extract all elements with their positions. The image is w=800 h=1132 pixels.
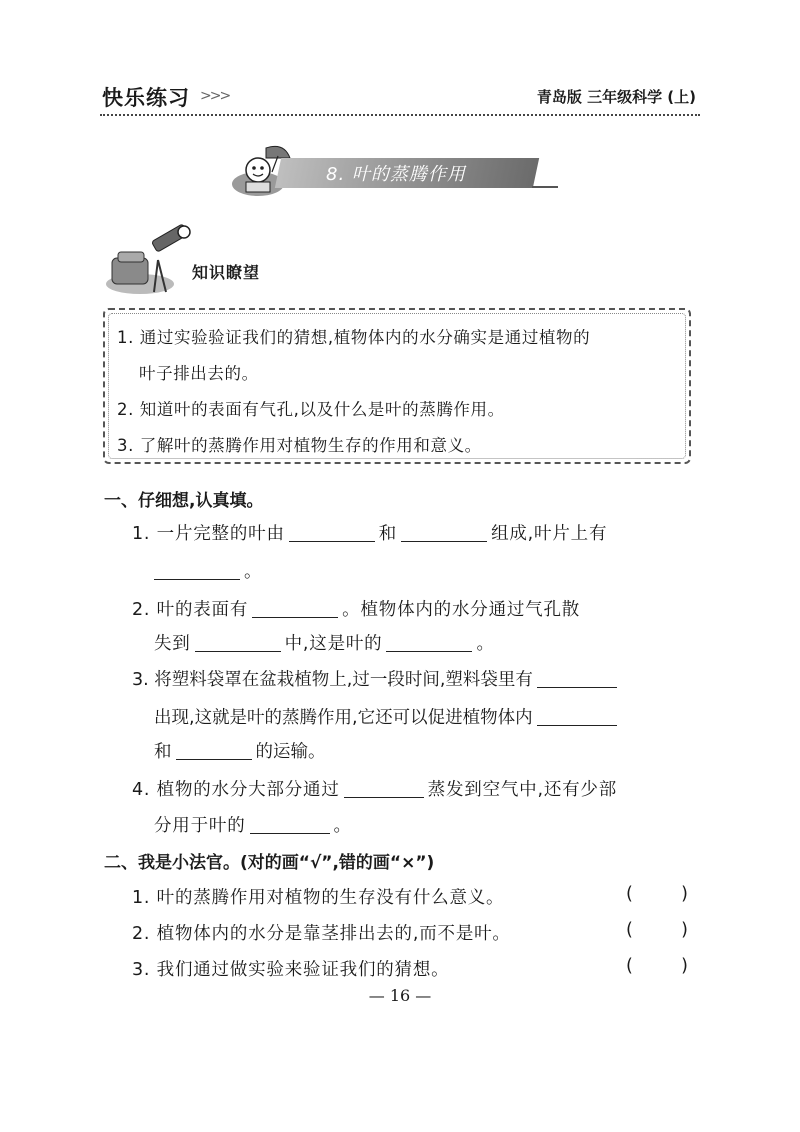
- question-text: 1. 一片完整的叶由: [132, 524, 285, 544]
- judge-item-3: 3. 我们通过做实验来验证我们的猜想。: [132, 960, 450, 980]
- title-underline: [532, 186, 558, 188]
- series-title: 快乐练习: [102, 86, 190, 110]
- question-text: 中,这是叶的: [284, 634, 383, 654]
- answer-blank[interactable]: [289, 524, 375, 543]
- question-2-cont: [154, 630, 495, 655]
- question-3-cont2: [154, 738, 326, 763]
- answer-blank[interactable]: [537, 708, 617, 727]
- question-2: [132, 596, 580, 621]
- edition-label: 青岛版 三年级科学 (上): [536, 88, 696, 106]
- knowledge-title: 知识瞭望: [192, 263, 261, 282]
- knowledge-heading: [104, 224, 304, 296]
- page-number: — 16 —: [368, 986, 432, 1005]
- knowledge-line: 1. 通过实验验证我们的猜想,植物体内的水分确实是通过植物的: [117, 328, 591, 347]
- question-text: 的运输。: [255, 742, 326, 762]
- answer-blank[interactable]: [250, 816, 330, 835]
- question-text: 出现,这就是叶的蒸腾作用,它还可以促进植物体内: [154, 708, 533, 728]
- answer-parentheses[interactable]: ( ): [626, 884, 688, 904]
- question-text: 和: [378, 524, 398, 544]
- question-text: 分用于叶的: [154, 816, 246, 836]
- answer-blank[interactable]: [386, 634, 472, 653]
- question-3: [132, 666, 621, 691]
- answer-parentheses[interactable]: ( ): [626, 956, 688, 976]
- judge-item-2: 2. 植物体内的水分是靠茎排出去的,而不是叶。: [132, 924, 511, 944]
- question-1-cont: [154, 558, 262, 583]
- question-text: 失到: [154, 634, 191, 654]
- lesson-title-banner: [226, 140, 566, 200]
- question-3-cont: [154, 704, 621, 729]
- knowledge-box: [103, 308, 691, 464]
- question-text: 蒸发到空气中,还有少部: [427, 780, 618, 800]
- answer-blank[interactable]: [176, 742, 252, 761]
- answer-blank[interactable]: [401, 524, 487, 543]
- chevron-icon: >>>: [200, 88, 230, 104]
- question-text: 组成,叶片上有: [491, 524, 608, 544]
- answer-parentheses[interactable]: ( ): [626, 920, 688, 940]
- knowledge-line: 2. 知道叶的表面有气孔,以及什么是叶的蒸腾作用。: [117, 400, 505, 419]
- judge-item-1: 1. 叶的蒸腾作用对植物的生存没有什么意义。: [132, 888, 505, 908]
- question-4-cont: [154, 812, 352, 837]
- question-text: 。植物体内的水分通过气孔散: [342, 600, 581, 620]
- question-text: 。: [244, 562, 263, 582]
- answer-blank[interactable]: [344, 780, 424, 799]
- answer-blank[interactable]: [154, 562, 240, 581]
- section-2-title: 二、我是小法官。(对的画“√”,错的画“×”): [104, 853, 435, 873]
- answer-blank[interactable]: [195, 634, 281, 653]
- question-text: 和: [154, 742, 172, 762]
- question-text: 。: [333, 816, 352, 836]
- question-1: [132, 520, 607, 545]
- lesson-title: 8. 叶的蒸腾作用: [326, 164, 466, 185]
- question-text: 。: [476, 634, 495, 654]
- telescope-icon: [104, 224, 194, 296]
- question-text: 3. 将塑料袋罩在盆栽植物上,过一段时间,塑料袋里有: [132, 670, 533, 690]
- knowledge-line: 3. 了解叶的蒸腾作用对植物生存的作用和意义。: [117, 436, 482, 455]
- knowledge-line: 叶子排出去的。: [139, 364, 259, 383]
- answer-blank[interactable]: [252, 600, 338, 619]
- page-header: [100, 78, 700, 116]
- section-1-title: 一、仔细想,认真填。: [104, 491, 264, 511]
- question-4: [132, 776, 617, 801]
- answer-blank[interactable]: [537, 670, 617, 689]
- question-text: 4. 植物的水分大部分通过: [132, 780, 340, 800]
- question-text: 2. 叶的表面有: [132, 600, 249, 620]
